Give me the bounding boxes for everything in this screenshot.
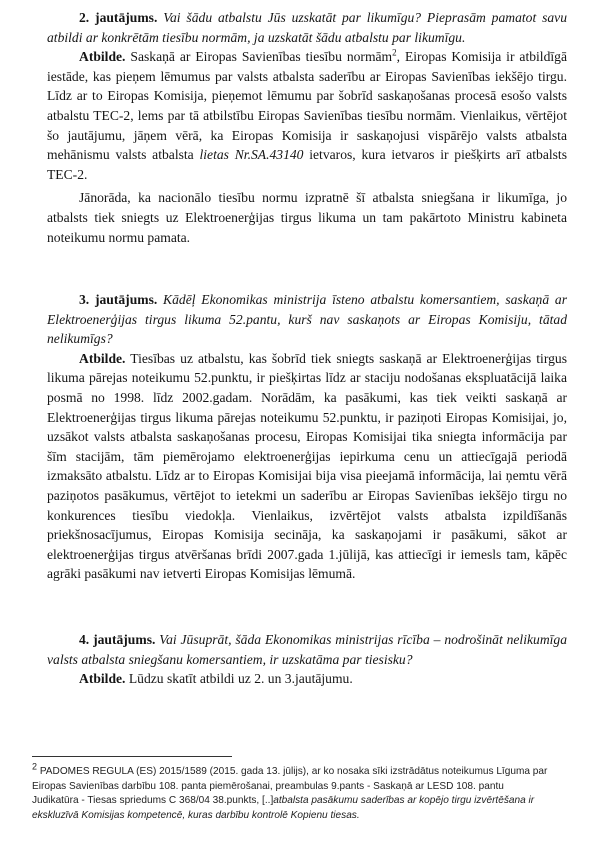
answer-4-text: Lūdzu skatīt atbildi uz 2. un 3.jautājumu. <box>128 671 353 687</box>
question-4-section <box>47 630 567 689</box>
question-4-text: Vai Jūsuprāt, šāda Ekonomikas ministrijas rīcība – nodrošināt nelikumīga valsts atbalsta sniegšanu komersantiem, ir uzskatāma par tiesisku? <box>47 632 568 667</box>
footnote-line-2-pre: Judikatūra - Tiesas spriedums C 368/04 38.punkts, [..] <box>32 795 274 807</box>
footnote-regulation <box>32 761 568 794</box>
question-3-text: Kādēļ Ekonomikas ministrija īsteno atbalstu komersantiem, saskaņā ar Elektroenerģijas tirgus likuma 52.pantu, kurš nav saskaņots ar Eiropas Komisiju, tātad nelikumīgs? <box>47 292 567 347</box>
question-2-text: Vai šādu atbalstu Jūs uzskatāt par likumīgu? Pieprasām pamatot savu atbildi ar konkrētām tiesību normām, ja uzskatāt šādu atbalstu par likumīgu. <box>47 10 567 45</box>
footnote-judicature <box>32 794 568 823</box>
answer-2-case-ref: lietas Nr.SA.43140 <box>199 147 304 163</box>
footnote-line-2-italic: atbalsta pasākumu saderības ar kopējo tirgu izvērtēšana ir ekskluzīvā Komisijas kompetencē, kuras darbību kontrolē Kopienu tiesas. <box>32 795 535 821</box>
footnote-ref-2: 2 <box>392 47 397 58</box>
answer-2 <box>47 47 567 184</box>
question-2 <box>47 8 567 47</box>
question-4 <box>47 630 567 669</box>
question-2-section <box>47 8 567 247</box>
question-3-section <box>47 290 567 584</box>
footnote-line-1: PADOMES REGULA (ES) 2015/1589 (2015. gada 13. jūlijs), ar ko nosaka sīki izstrādātus noteikumus Līguma par Eiropas Savienības darbību 108. panta piemērošanai, preambulas 9.pants - Saskaņā ar LESD 108. pantu <box>32 766 548 792</box>
question-4-number: 4. jautājums. <box>79 632 156 647</box>
answer-2-label: Atbilde. <box>79 49 126 65</box>
question-3 <box>47 290 567 349</box>
answer-2-text-post: ietvaros, kura ietvaros ir piešķirts arī atbalsts TEC-2. <box>47 147 567 182</box>
answer-4-label: Atbilde. <box>79 671 126 687</box>
answer-2-text-main: , Eiropas Komisija ir atbildīgā iestāde, kas pieņem lēmumus par valsts atbalsta saderību ar Eiropas Savienības iekšējo tirgu. Līdz ar to Eiropas Komisija, pieņemot lēmumu par šobrīd saskaņošanas procesā esošo valsts atbalstu TEC-2, lems par tā atbilstību Eiropas Savienības tiesību normām. Vienlaikus, vērtējot šo jautājumu, jāņem vērā, ka Eiropas Komisija ir saskaņojusi vispārējo valsts atbalsta mehānismu valsts atbalsta <box>47 49 567 163</box>
footnote-marker: 2 <box>32 761 38 772</box>
footnote-separator <box>32 756 232 757</box>
answer-3-text: Tiesības uz atbalstu, kas šobrīd tiek sniegts saskaņā ar Elektroenerģijas tirgus likuma pārejas noteikumu 52.punktu, ir piešķirtas līdz ar staciju nodošanas ekspluatācijā laika posmā no 1998. līdz 2002.gadam. Norādām, ka pasākumi, kas tiek veikti saskaņā ar Elektroenerģijas tirgus likuma pārejas noteikumu 52.punktu, ir paziņoti Eiropas Komisijai, jo, uzsākot valsts atbalsta saskaņošanas procesu, Eiropas Komisijai tika sniegta informācija par šīm stacijām, tām piemērojamo elektroenerģijas iepirkuma cenu un attiecīgajā periodā izmaksāto atbalstu. Līdz ar to Eiropas Komisijai bija visa pieejamā informācija, lai ņemtu vērā paziņotos pasākumus, vērtējot to ietekmi un saderību ar Eiropas Savienības iekšējo tirgu no konkurences tiesību viedokļa. Vienlaikus, izvērtējot valsts atbalsta izpildīšanās priekšnosacījumus, Eiropas Komisija secināja, ka saskaņojami ir pasākumi, sākot ar elektroenerģijas tirgus atvēršanas brīdi 2007.gada 1.jūlijā, kas attiecīgi ir iemesls tam, kāpēc agrāki pasākumi nav ietverti Eiropas Komisijas lēmumā. <box>47 350 567 582</box>
answer-4 <box>47 669 567 689</box>
question-2-number: 2. jautājums. <box>79 10 158 25</box>
answer-2-text-pre: Saskaņā ar Eiropas Savienības tiesību normām <box>130 49 393 65</box>
footnote <box>32 761 568 823</box>
answer-3 <box>47 349 567 584</box>
answer-3-label: Atbilde. <box>79 350 126 366</box>
answer-2-note: Jānorāda, ka nacionālo tiesību normu izpratnē šī atbalsta sniegšana ir likumīga, jo atbalsts tiek sniegts uz Elektroenerģijas tirgus likuma un tam pakārtoto Ministru kabineta noteikumu normu pamata. <box>47 190 567 245</box>
question-3-number: 3. jautājums. <box>79 292 158 307</box>
